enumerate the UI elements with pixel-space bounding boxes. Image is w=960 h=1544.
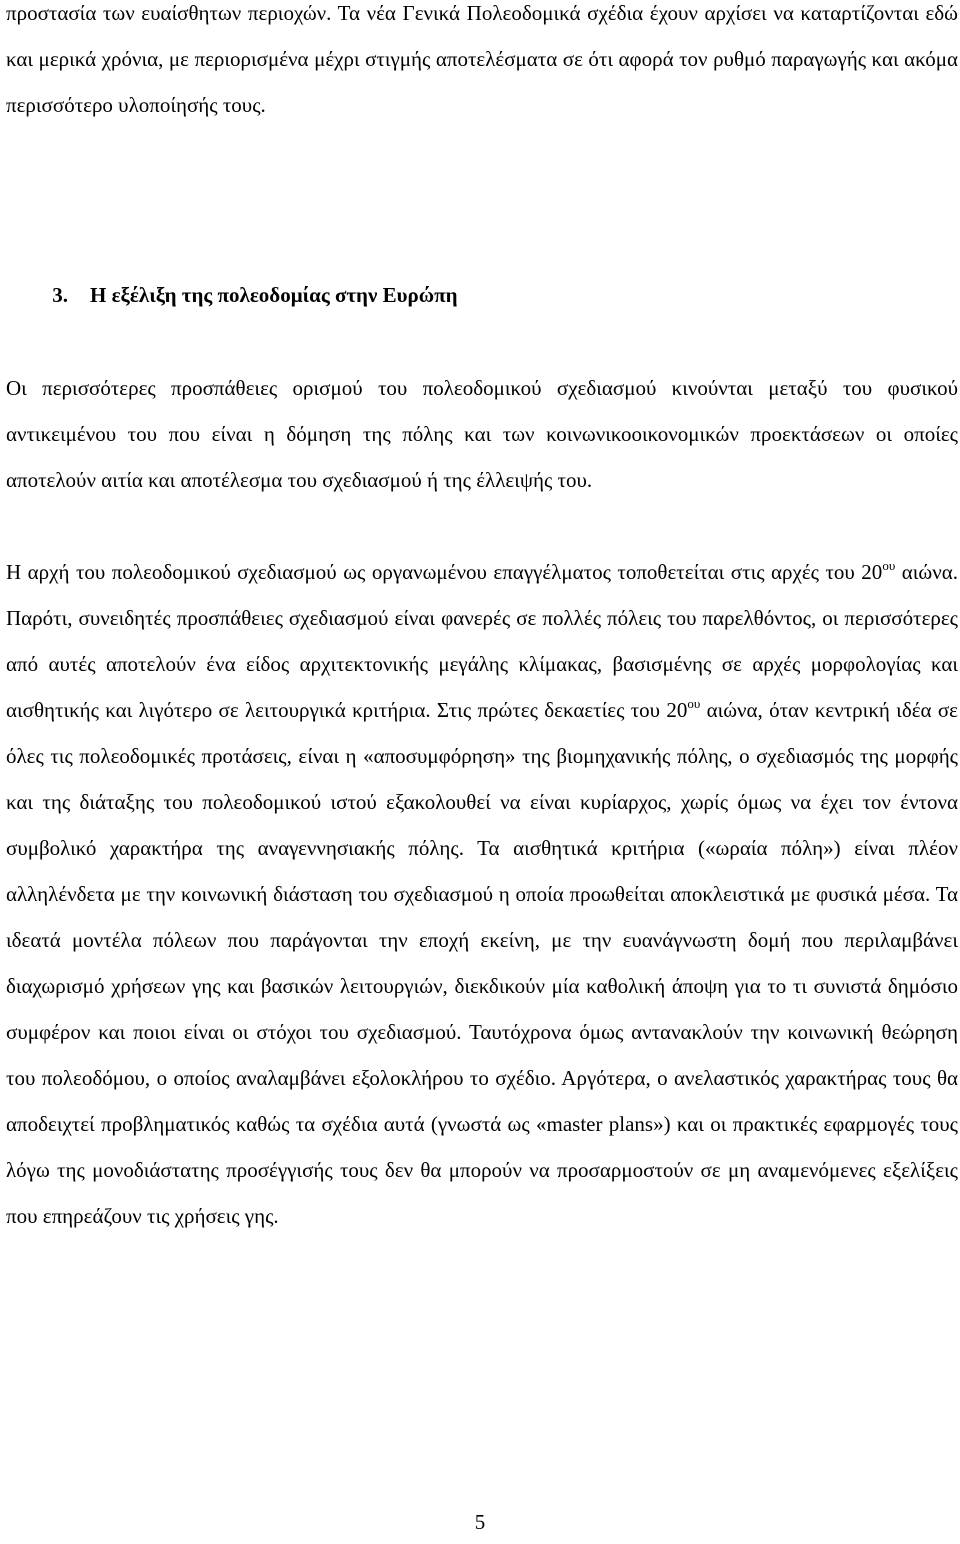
superscript-ordinal: ου	[687, 696, 701, 711]
section-heading	[6, 272, 958, 318]
paragraph-history-part-3: αιώνα, όταν κεντρική ιδέα σε όλες τις πολεοδομικές προτάσεις, είναι η «αποσυμφόρηση» της βιομηχανικής πόλης, ο σχεδιασμός της μορφής και της διάταξης του πολεοδομικού ιστού εξακολουθεί να είναι κυρίαρχος, χωρίς όμως να έχει τον έντονα συμβολικό χαρακτήρα της αναγεννησιακής πόλης. Τα αισθητικά κριτήρια («ωραία πόλη») είναι πλέον αλληλένδετα με την κοινωνική διάσταση του σχεδιασμού η οποία προωθείται αποκλειστικά με φυσικά μέσα. Τα ιδεατά μοντέλα πόλεων που παράγονται την εποχή εκείνη, με την ευανάγνωστη δομή που περιλαμβάνει διαχωρισμό χρήσεων γης και βασικών λειτουργιών, διεκδικούν μία καθολική άποψη για το τι συνιστά δημόσιο συμφέρον και ποιοι είναι οι στόχοι του σχεδιασμού. Ταυτόχρονα όμως αντανακλούν την κοινωνική θεώρηση του πολεοδόμου, ο οποίος αναλαμβάνει εξολοκλήρου το σχέδιο. Αργότερα, ο ανελαστικός χαρακτήρας τους θα αποδειχτεί προβληματικός καθώς τα σχέδια αυτά (γνωστά ως «master plans») και οι πρακτικές εφαρμογές τους λόγω της μονοδιάστατης προσέγγισής τους δεν θα μπορούν να προσαρμοστούν σε μη αναμενόμενες εξελίξεις που επηρεάζουν τις χρήσεις γης.	[6, 698, 958, 1228]
section-number: 3.	[52, 283, 68, 307]
intro-paragraph: προστασία των ευαίσθητων περιοχών. Τα νέα Γενικά Πολεοδομικά σχέδια έχουν αρχίσει να καταρτίζονται εδώ και μερικά χρόνια, με περιορισμένα μέχρι στιγμής αποτελέσματα σε ότι αφορά τον ρυθμό παραγωγής και ακόμα περισσότερο υλοποίησής τους.	[6, 1, 958, 117]
section-title: Η εξέλιξη της πολεοδομίας στην Ευρώπη	[90, 283, 458, 307]
paragraph-definition: Οι περισσότερες προσπάθειες ορισμού του πολεοδομικού σχεδιασμού κινούνται μεταξύ του φυσικού αντικειμένου του που είναι η δόμηση της πόλης και των κοινωνικοοικονομικών προεκτάσεων οι οποίες αποτελούν αιτία και αποτέλεσμα του σχεδιασμού ή της έλλειψής του.	[6, 376, 958, 492]
paragraph-history	[6, 549, 958, 1239]
page-number: 5	[474, 1510, 486, 1534]
paragraph-history-part-1: Η αρχή του πολεοδομικού σχεδιασμού ως οργανωμένου επαγγέλματος τοποθετείται στις αρχές του 20	[6, 560, 883, 584]
superscript-ordinal: ου	[882, 558, 896, 573]
paragraph-history-part-2: αιώνα. Παρότι, συνειδητές προσπάθειες σχεδιασμού είναι φανερές σε πολλές πόλεις του παρελθόντος, οι περισσότερες από αυτές αποτελούν ένα είδος αρχιτεκτονικής μεγάλης κλίμακας, βασισμένης σε αρχές μορφολογίας και αισθητικής και λιγότερο σε λειτουργικά κριτήρια. Στις πρώτες δεκαετίες του 20	[6, 560, 958, 722]
